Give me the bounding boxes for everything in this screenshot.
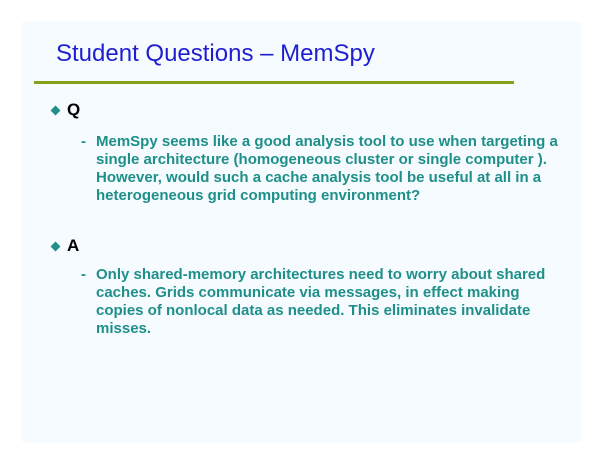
answer-text-block [81,266,561,338]
diamond-bullet-icon [51,105,61,115]
answer-marker: A [67,236,80,255]
diamond-bullet-icon [51,241,61,251]
answer-bullet [52,236,79,256]
question-text: MemSpy seems like a good analysis tool to use when targeting a single architecture (homogeneous cluster or single computer ). However, would such a cache analysis tool be useful at all in a heterogeneous grid computing environment? [96,133,558,204]
answer-text: Only shared-memory architectures need to worry about shared caches. Grids communicate via messages, in effect making copies of nonlocal data as needed. This eliminates invalidate misses. [96,266,546,337]
dash-bullet-icon: - [81,266,86,283]
question-text-block [81,133,561,205]
slide-panel [22,22,582,442]
question-bullet [52,100,80,120]
dash-bullet-icon: - [81,133,86,150]
title-underline [34,81,514,84]
question-marker: Q [67,100,81,119]
slide-title: Student Questions – MemSpy [56,40,375,67]
